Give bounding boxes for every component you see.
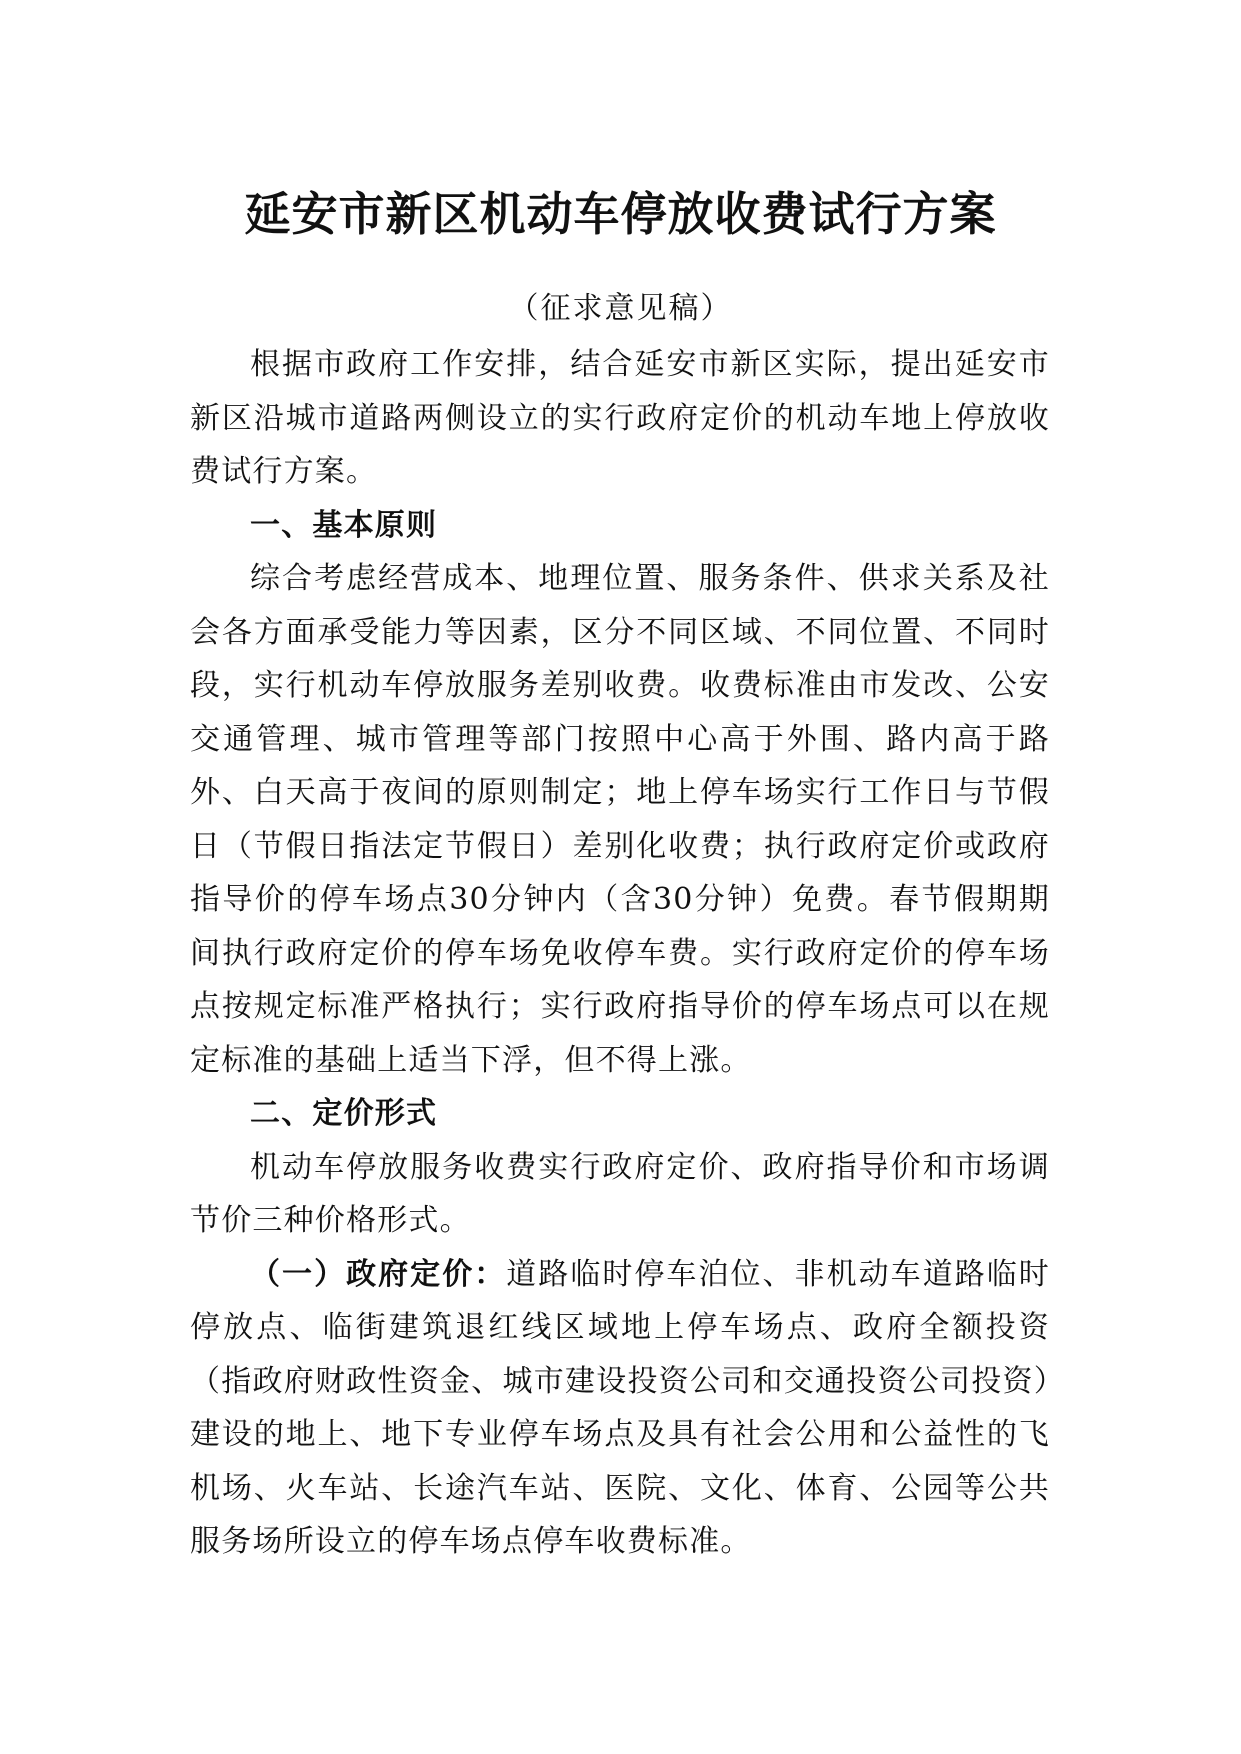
document-body (190, 338, 1050, 1569)
government-pricing-lead: （一）政府定价： (250, 1256, 507, 1292)
section-heading-pricing-forms: 二、定价形式 (250, 1096, 438, 1131)
document-title: 延安市新区机动车停放收费试行方案 (244, 187, 997, 241)
government-pricing-paragraph (190, 1248, 1050, 1569)
pricing-forms-paragraph: 机动车停放服务收费实行政府定价、政府指导价和市场调节价三种价格形式。 (190, 1149, 1050, 1238)
intro-paragraph: 根据市政府工作安排，结合延安市新区实际，提出延安市新区沿城市道路两侧设立的实行政府定价的机动车地上停放收费试行方案。 (190, 347, 1050, 489)
section-heading-basic-principles: 一、基本原则 (250, 507, 438, 543)
document-subtitle: （征求意见稿） (508, 291, 733, 326)
government-pricing-text: 道路临时停车泊位、非机动车道路临时停放点、临街建筑退红线区域地上停车场点、政府全额投资（指政府财政性资金、城市建设投资公司和交通投资公司投资）建设的地上、地下专业停车场点及具有社会公用和公益性的飞机场、火车站、长途汽车站、医院、文化、体育、公园等公共服务场所设立的停车场点停车收费标准。 (190, 1256, 1050, 1559)
basic-principles-paragraph: 综合考虑经营成本、地理位置、服务条件、供求关系及社会各方面承受能力等因素，区分不同区域、不同位置、不同时段，实行机动车停放服务差别收费。收费标准由市发改、公安交通管理、城市管理等部门按照中心高于外围、路内高于路外、白天高于夜间的原则制定；地上停车场实行工作日与节假日（节假日指法定节假日）差别化收费；执行政府定价或政府指导价的停车场点30分钟内（含30分钟）免费。春节假期期间执行政府定价的停车场免收停车费。实行政府定价的停车场点按规定标准严格执行；实行政府指导价的停车场点可以在规定标准的基础上适当下浮，但不得上涨。 (190, 561, 1050, 1078)
